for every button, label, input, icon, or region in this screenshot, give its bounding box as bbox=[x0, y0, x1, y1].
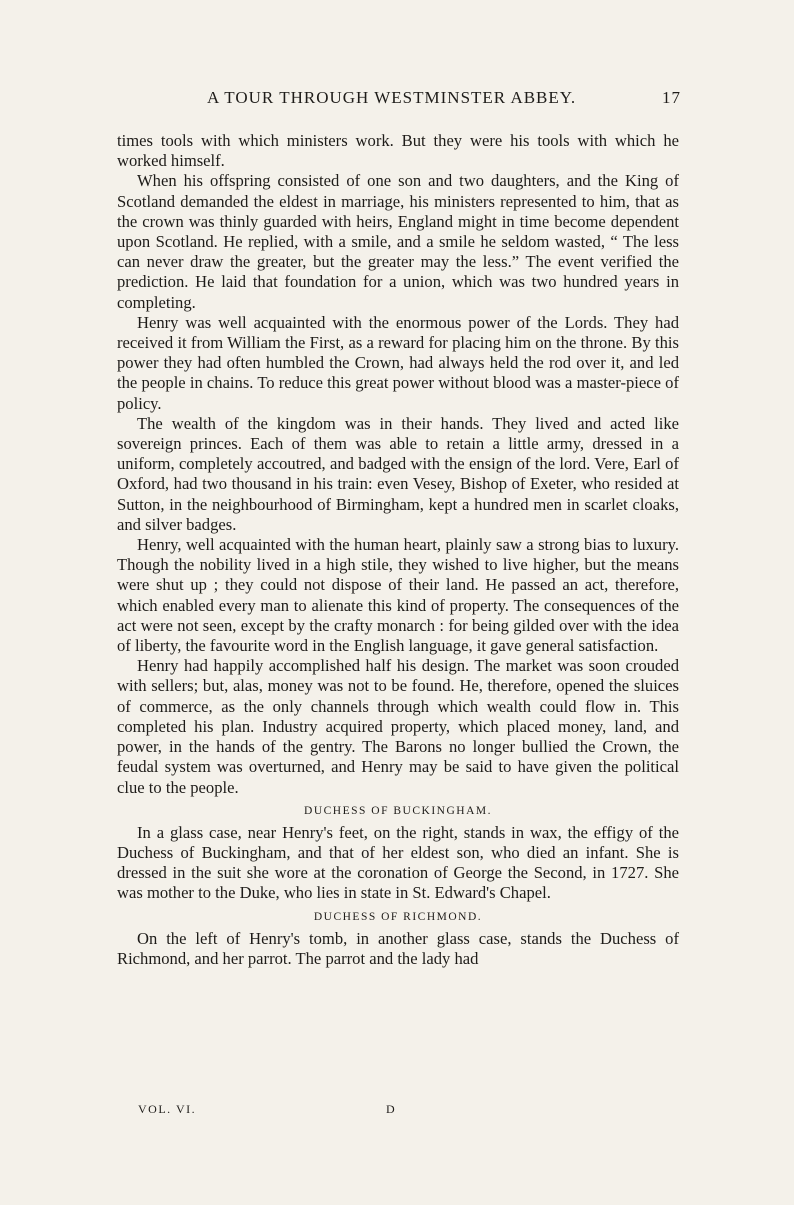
body-text bbox=[117, 131, 679, 969]
paragraph: When his offspring consisted of one son and two daughters, and the King of Scotland demanded the eldest in marriage, his ministers represented to him, that as the crown was thinly guarded with heirs, England might in time become dependent upon Scotland. He replied, with a smile, and a smile he seldom wasted, “ The less can never draw the greater, but the greater may the less.” The event verified the prediction. He laid that foundation for a union, which was two hundred years in completing. bbox=[117, 171, 679, 312]
paragraph: Henry had happily accomplished half his design. The market was soon crouded with sellers; but, alas, money was not to be found. He, therefore, opened the sluices of commerce, as the only channels through which wealth could flow in. This completed his plan. Industry acquired property, which placed money, land, and power, in the hands of the gentry. The Barons no longer bullied the Crown, the feudal system was overturned, and Henry may be said to have given the political clue to the people. bbox=[117, 656, 679, 797]
section-heading: DUCHESS OF RICHMOND. bbox=[313, 910, 483, 923]
paragraph: times tools with which ministers work. But they were his tools with which he worked himself. bbox=[117, 131, 679, 171]
section-heading: DUCHESS OF BUCKINGHAM. bbox=[304, 804, 492, 817]
paragraph: On the left of Henry's tomb, in another glass case, stands the Duchess of Richmond, and her parrot. The parrot and the lady had bbox=[117, 928, 679, 968]
paragraph: The wealth of the kingdom was in their hands. They lived and acted like sovereign princes. Each of them was able to retain a little army, dressed in a uniform, completely accoutred, and badged with the ensign of the lord. Vere, Earl of Oxford, had two thousand in his train: even Vesey, Bishop of Exeter, who resided at Sutton, in the neighbourhood of Birmingham, kept a hundred men in scarlet cloaks, and silver badges. bbox=[117, 413, 679, 534]
paragraph: Henry, well acquainted with the human heart, plainly saw a strong bias to luxury. Though the nobility lived in a high stile, they wished to live higher, but the means were shut up ; they could not dispose of their land. He passed an act, therefore, which enabled every man to alienate this kind of property. The consequences of the act were not seen, except by the crafty monarch : for being gilded over with the idea of liberty, the favourite word in the English language, it gave general satisfaction. bbox=[117, 535, 679, 656]
volume-label: VOL. VI. bbox=[138, 1102, 197, 1116]
paragraph: In a glass case, near Henry's feet, on the right, stands in wax, the effigy of the Duchess of Buckingham, and that of her eldest son, who died an infant. She is dressed in the suit she wore at the coronation of George the Second, in 1727. She was mother to the Duke, who lies in state in St. Edward's Chapel. bbox=[117, 822, 679, 903]
paragraph: Henry was well acquainted with the enormous power of the Lords. They had received it from William the First, as a reward for placing him on the throne. By this power they had often humbled the Crown, had always held the rod over it, and led the people in chains. To reduce this great power without blood was a master-piece of policy. bbox=[117, 312, 679, 413]
signature-mark: D bbox=[386, 1102, 397, 1116]
running-title: A TOUR THROUGH WESTMINSTER ABBEY. bbox=[207, 88, 577, 107]
page-number: 17 bbox=[662, 88, 681, 107]
